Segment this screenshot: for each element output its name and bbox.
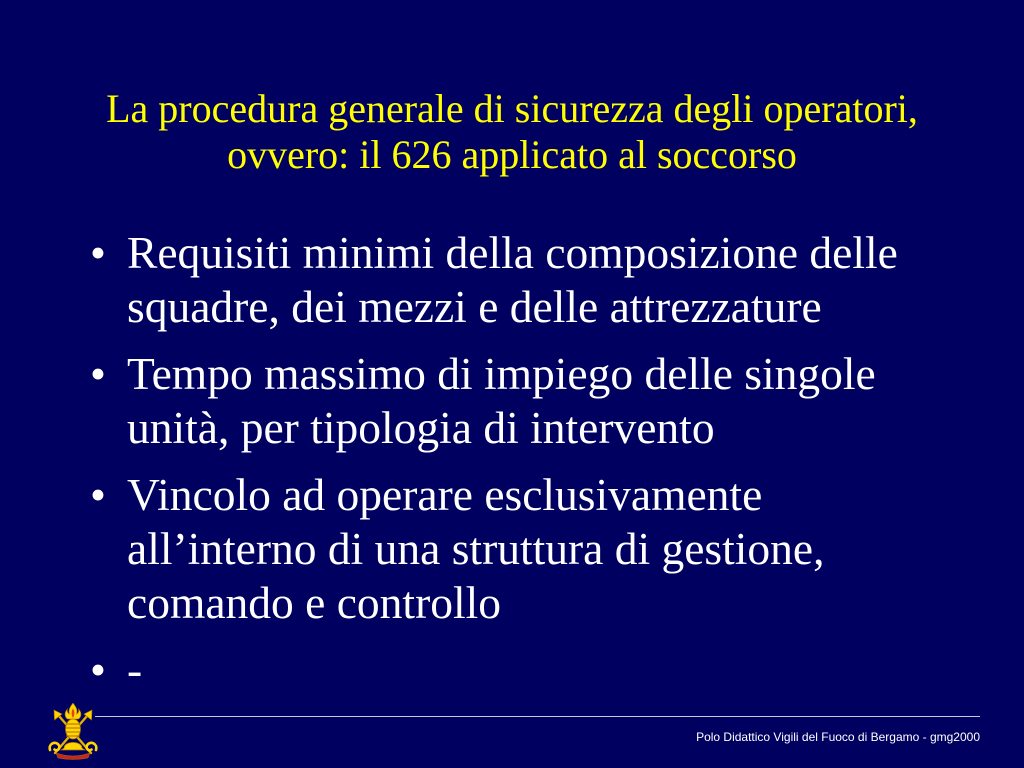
bullet-text: Tempo massimo di impiego delle singole unità, per tipologia di intervento: [127, 348, 876, 453]
slide-title-line: ovvero: il 626 applicato al soccorso: [227, 132, 797, 177]
bullet-marker: •: [90, 227, 106, 278]
footer-credit: Polo Didattico Vigili del Fuoco di Bergamo - gmg2000: [696, 730, 980, 744]
slide-title: [0, 86, 1024, 178]
footer-divider: [95, 716, 980, 717]
bullet-item: [90, 226, 932, 334]
bullet-text: Requisiti minimi della composizione delle squadre, dei mezzi e delle attrezzature: [127, 227, 898, 332]
bullet-item: [90, 468, 932, 630]
bullet-item: [90, 643, 932, 697]
bullet-list: [90, 226, 932, 710]
slide-title-line: La procedura generale di sicurezza degli operatori,: [106, 86, 918, 131]
bullet-text: Vincolo ad operare esclusivamente all’interno di una struttura di gestione, comando e controllo: [127, 469, 825, 628]
bullet-text: -: [127, 644, 143, 695]
bullet-marker: •: [90, 348, 106, 399]
fire-brigade-emblem-icon: [47, 703, 99, 761]
bullet-marker: •: [90, 469, 106, 520]
bullet-item: [90, 347, 932, 455]
bullet-marker: •: [90, 644, 106, 695]
